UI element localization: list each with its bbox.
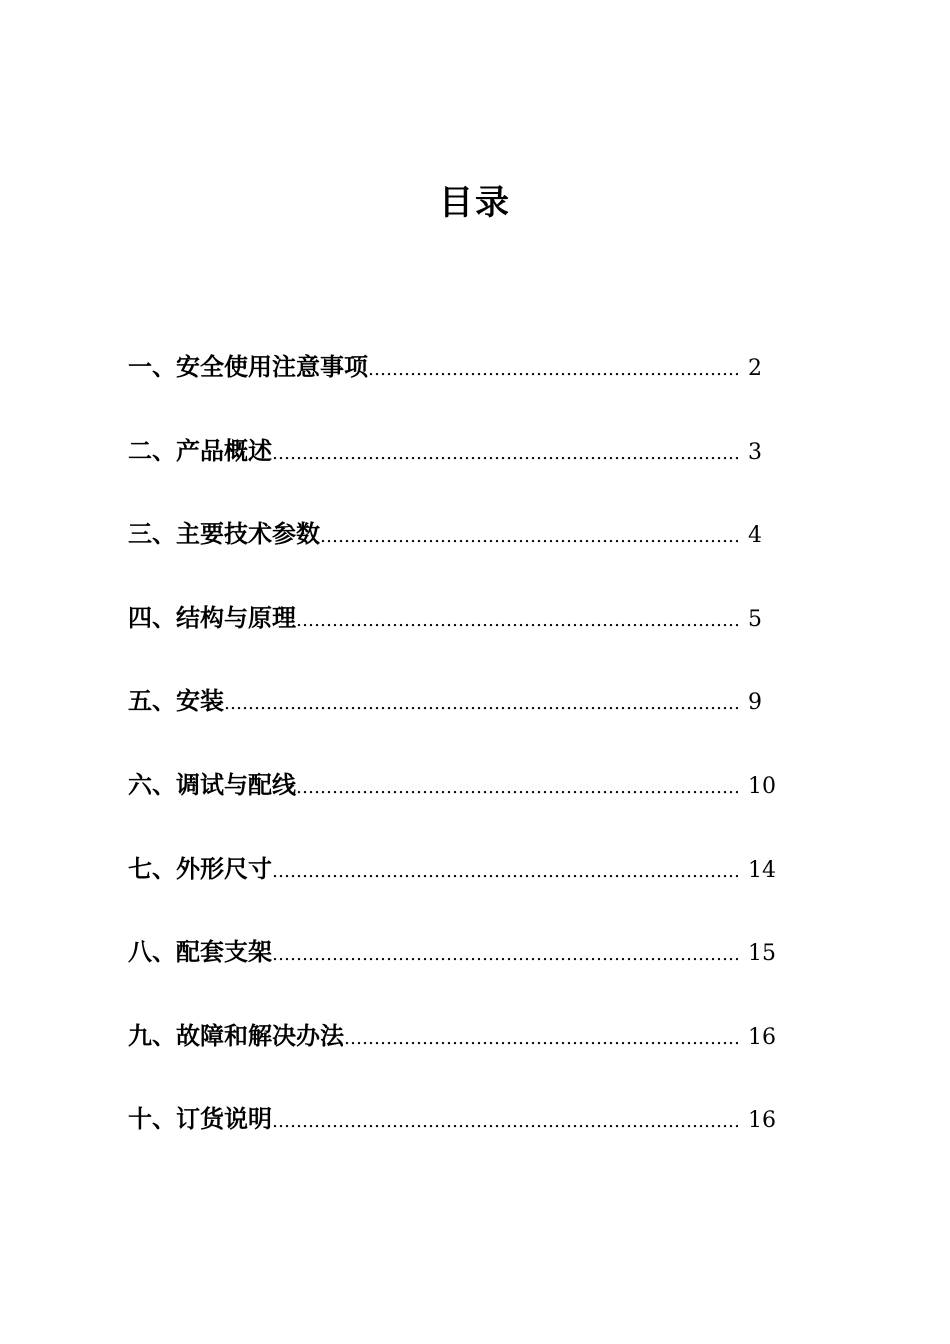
- toc-entry-page: 2: [748, 356, 762, 381]
- toc-entry[interactable]: [128, 679, 828, 763]
- toc-entry-title: 调试与配线: [176, 769, 296, 799]
- toc-entry-number: 九、: [128, 1020, 176, 1050]
- toc-leader-dots: [368, 348, 738, 392]
- toc-entry-page: 4: [748, 523, 762, 549]
- toc-entry[interactable]: [128, 429, 828, 513]
- toc-entry-page: 9: [748, 690, 762, 716]
- toc-entry[interactable]: [128, 512, 828, 596]
- toc-entry[interactable]: [128, 1014, 828, 1098]
- toc-entry[interactable]: [128, 847, 828, 931]
- toc-leader-dots: [224, 682, 738, 726]
- table-of-contents: [128, 345, 828, 1181]
- toc-entry-page: 16: [748, 1108, 776, 1134]
- toc-leader-dots: [272, 933, 738, 977]
- toc-entry-page: 15: [748, 941, 776, 967]
- toc-entry-title: 订货说明: [176, 1104, 272, 1134]
- toc-entry-title: 结构与原理: [176, 602, 296, 632]
- toc-entry-number: 六、: [128, 769, 176, 799]
- toc-entry-number: 七、: [128, 853, 176, 883]
- toc-entry[interactable]: [128, 763, 828, 847]
- toc-entry-title: 配套支架: [176, 937, 272, 967]
- toc-entry-title: 外形尺寸: [176, 853, 272, 883]
- toc-entry[interactable]: [128, 1097, 828, 1181]
- toc-entry-number: 一、: [128, 352, 176, 381]
- toc-entry-title: 安全使用注意事项: [176, 352, 368, 381]
- toc-entry-title: 安装: [176, 686, 224, 716]
- toc-entry-title: 故障和解决办法: [176, 1020, 344, 1050]
- toc-leader-dots: [296, 766, 738, 810]
- toc-leader-dots: [296, 599, 738, 643]
- toc-leader-dots: [344, 1017, 738, 1061]
- toc-leader-dots: [320, 515, 738, 559]
- toc-entry[interactable]: [128, 596, 828, 680]
- toc-entry-number: 四、: [128, 602, 176, 632]
- toc-leader-dots: [272, 1100, 738, 1144]
- toc-entry-number: 三、: [128, 519, 176, 549]
- toc-entry-title: 产品概述: [176, 435, 272, 465]
- toc-entry-number: 二、: [128, 435, 176, 465]
- page-title: 目录: [439, 183, 511, 223]
- toc-entry-page: 10: [748, 773, 776, 799]
- toc-entry-page: 5: [748, 606, 762, 632]
- toc-leader-dots: [272, 850, 738, 894]
- toc-entry-number: 八、: [128, 937, 176, 967]
- toc-entry-title: 主要技术参数: [176, 519, 320, 549]
- toc-entry-page: 3: [748, 439, 762, 465]
- toc-entry[interactable]: [128, 930, 828, 1014]
- toc-entry-number: 十、: [128, 1104, 176, 1134]
- toc-entry-page: 16: [748, 1024, 776, 1050]
- toc-entry[interactable]: [128, 345, 828, 429]
- toc-entry-number: 五、: [128, 686, 176, 716]
- toc-entry-page: 14: [748, 857, 776, 883]
- toc-leader-dots: [272, 432, 738, 476]
